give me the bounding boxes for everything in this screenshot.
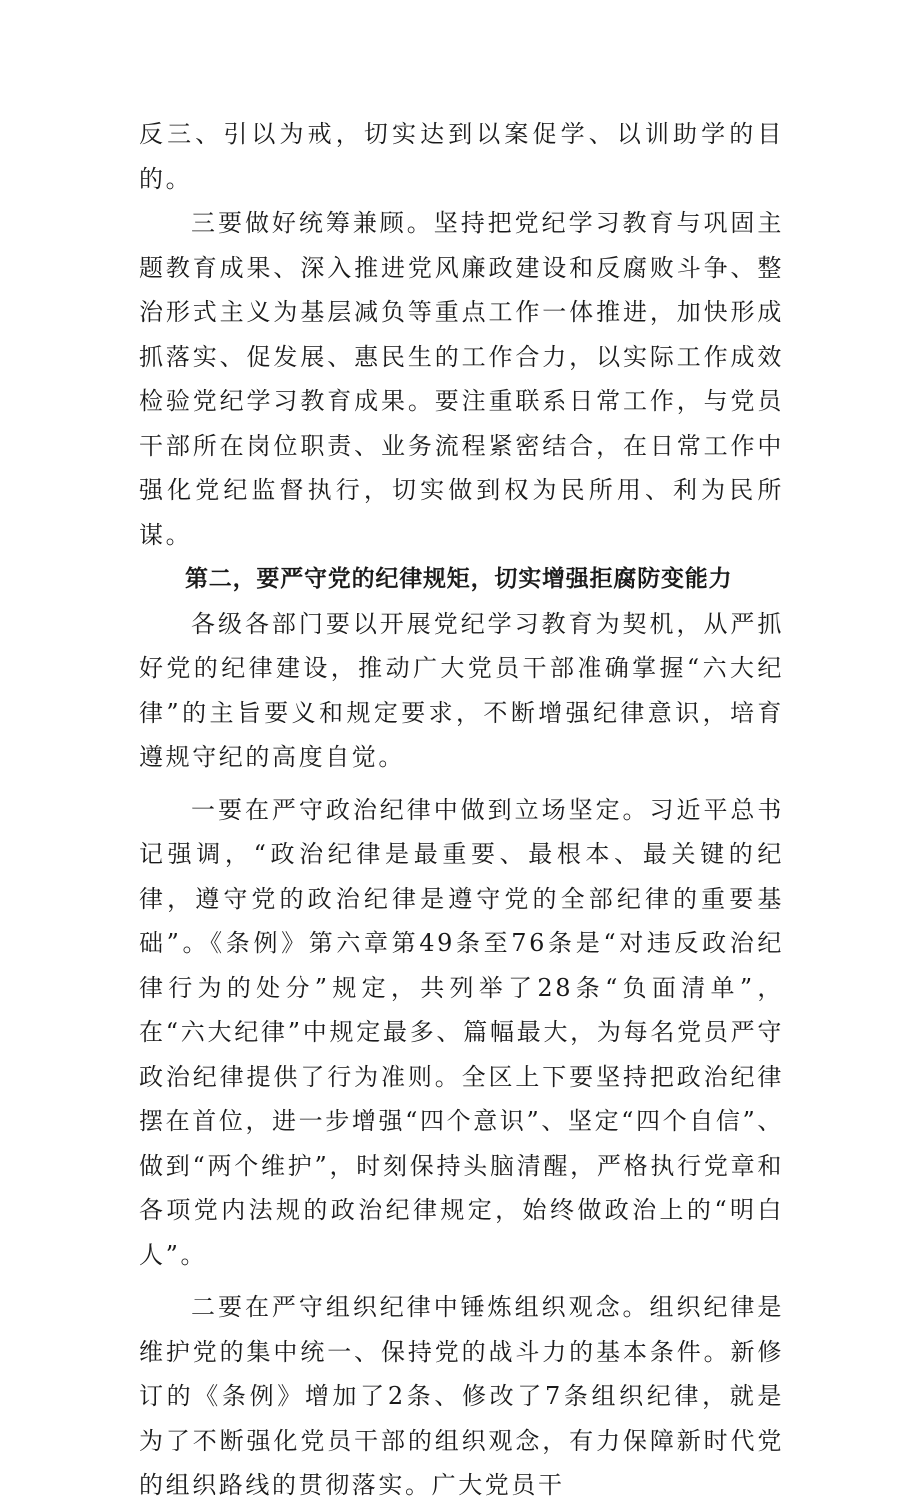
- paragraph-section-intro: 各级各部门要以开展党纪学习教育为契机，从严抓好党的纪律建设，推动广大党员干部准确掌握“六大纪律”的主旨要义和规定要求，不断增强纪律意识，培育遵规守纪的高度自觉。: [139, 609, 784, 771]
- paragraph-organizational-discipline: 二要在严守组织纪律中锤炼组织观念。组织纪律是维护党的集中统一、保持党的战斗力的基本条件。新修订的《条例》增加了2条、修改了7条组织纪律，就是为了不断强化党员干部的组织观念，有力保障新时代党的组织路线的贯彻落实。广大党员干: [139, 1293, 784, 1499]
- paragraph-political-discipline: 一要在严守政治纪律中做到立场坚定。习近平总书记强调，“政治纪律是最重要、最根本、最关键的纪律，遵守党的政治纪律是遵守党的全部纪律的重要基础”。《条例》第六章第49条至76条是“对违反政治纪律行为的处分”规定，共列举了28条“负面清单”，在“六大纪律”中规定最多、篇幅最大，为每名党员严守政治纪律提供了行为准则。全区上下要坚持把政治纪律摆在首位，进一步增强“四个意识”、坚定“四个自信”、做到“两个维护”，时刻保持头脑清醒，严格执行党章和各项党内法规的政治纪律规定，始终做政治上的“明白人”。: [139, 795, 784, 1269]
- paragraph-continuation: 反三、引以为戒，切实达到以案促学、以训助学的目的。: [139, 120, 784, 193]
- document-body: [139, 112, 784, 1508]
- paragraph-gap: [139, 1277, 784, 1285]
- paragraph-overall-planning: 三要做好统筹兼顾。坚持把党纪学习教育与巩固主题教育成果、深入推进党风廉政建设和反腐败斗争、整治形式主义为基层减负等重点工作一体推进，加快形成抓落实、促发展、惠民生的工作合力，以实际工作成效检验党纪学习教育成果。要注重联系日常工作，与党员干部所在岗位职责、业务流程紧密结合，在日常工作中强化党纪监督执行，切实做到权为民所用、利为民所谋。: [139, 209, 784, 549]
- section-heading-discipline: 第二，要严守党的纪律规矩，切实增强拒腐防变能力: [185, 566, 733, 592]
- paragraph-gap: [139, 780, 784, 788]
